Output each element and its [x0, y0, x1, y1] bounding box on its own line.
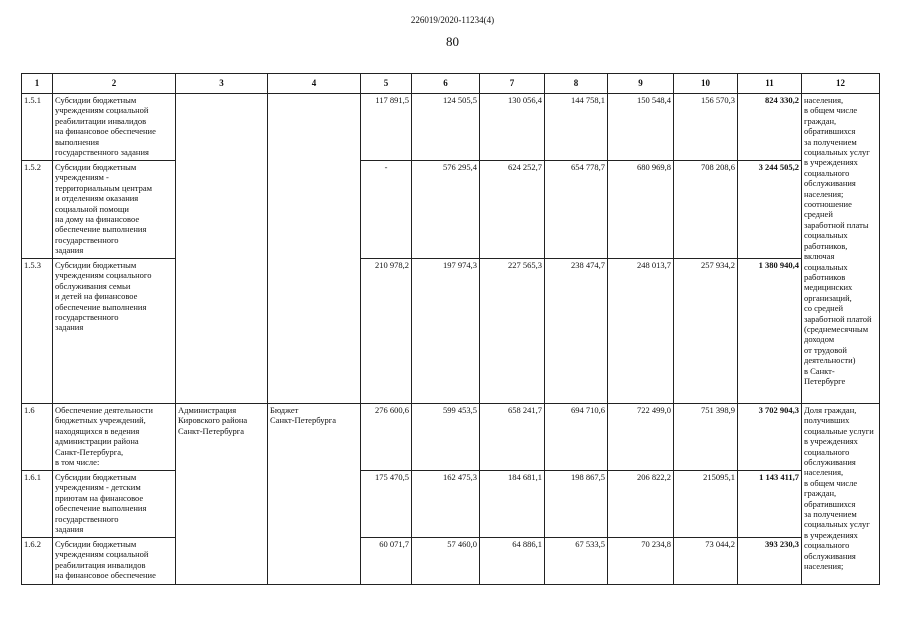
- value-cell: 197 974,3: [412, 259, 480, 404]
- value-cell: 144 758,1: [545, 94, 608, 161]
- column-header: 4: [268, 74, 361, 94]
- column-header: 1: [22, 74, 53, 94]
- column-header: 8: [545, 74, 608, 94]
- total-cell: 3 244 505,2: [738, 161, 802, 259]
- row-id: 1.6.2: [22, 538, 53, 585]
- table-row: [22, 538, 880, 585]
- row-name: Субсидии бюджетным учреждениям - территориальным центрам и отделениям оказания социальной помощи на дому на финансовое обеспечение выполнения государственного задания: [53, 161, 176, 259]
- column-header: 9: [608, 74, 674, 94]
- value-cell: 175 470,5: [361, 471, 412, 538]
- table-row: [22, 404, 880, 471]
- value-cell: 198 867,5: [545, 471, 608, 538]
- value-cell: 576 295,4: [412, 161, 480, 259]
- row-name: Субсидии бюджетным учреждениям социальной реабилитации инвалидов на финансовое обеспечение выполнения государственного задания: [53, 94, 176, 161]
- value-cell: 694 710,6: [545, 404, 608, 471]
- value-cell: 206 822,2: [608, 471, 674, 538]
- value-cell: 67 533,5: [545, 538, 608, 585]
- column-header: 11: [738, 74, 802, 94]
- value-cell: 624 252,7: [480, 161, 545, 259]
- funding-source-cell: [268, 94, 361, 404]
- value-cell: 276 600,6: [361, 404, 412, 471]
- value-cell: 156 570,3: [674, 94, 738, 161]
- value-cell: 60 071,7: [361, 538, 412, 585]
- data-table: [21, 73, 880, 585]
- header-row: [22, 74, 880, 94]
- page-number: 80: [446, 34, 459, 49]
- executor-cell: [176, 94, 268, 404]
- value-cell: 130 056,4: [480, 94, 545, 161]
- value-cell: 654 778,7: [545, 161, 608, 259]
- value-cell: 73 044,2: [674, 538, 738, 585]
- value-cell: 248 013,7: [608, 259, 674, 404]
- value-cell: 708 208,6: [674, 161, 738, 259]
- value-cell: 162 475,3: [412, 471, 480, 538]
- total-cell: 393 230,3: [738, 538, 802, 585]
- document-number: 226019/2020-11234(4): [410, 15, 495, 25]
- indicator-cell: Доля граждан, получивших социальные услуги в учреждениях социального обслуживания населения, в общем числе граждан, обратившихся за получением социальных услуг в учреждениях социального обслуживания населения;: [802, 404, 880, 585]
- row-id: 1.5.2: [22, 161, 53, 259]
- total-cell: 3 702 904,3: [738, 404, 802, 471]
- row-name: Субсидии бюджетным учреждениям социального обслуживания семьи и детей на финансовое обеспечение выполнения государственного задания: [53, 259, 176, 404]
- executor-cell: Администрация Кировского района Санкт-Петербурга: [176, 404, 268, 585]
- column-header: 7: [480, 74, 545, 94]
- value-cell: -: [361, 161, 412, 259]
- value-cell: 599 453,5: [412, 404, 480, 471]
- value-cell: 722 499,0: [608, 404, 674, 471]
- value-cell: 227 565,3: [480, 259, 545, 404]
- total-cell: 1 380 940,4: [738, 259, 802, 404]
- value-cell: 658 241,7: [480, 404, 545, 471]
- value-cell: 257 934,2: [674, 259, 738, 404]
- row-id: 1.5.1: [22, 94, 53, 161]
- value-cell: 680 969,8: [608, 161, 674, 259]
- value-cell: 150 548,4: [608, 94, 674, 161]
- row-id: 1.5.3: [22, 259, 53, 404]
- value-cell: 215095,1: [674, 471, 738, 538]
- row-name: Субсидии бюджетным учреждениям - детским приютам на финансовое обеспечение выполнения государственного задания: [53, 471, 176, 538]
- total-cell: 824 330,2: [738, 94, 802, 161]
- value-cell: 184 681,1: [480, 471, 545, 538]
- value-cell: 751 398,9: [674, 404, 738, 471]
- row-name: Субсидии бюджетным учреждениям социальной реабилитация инвалидов на финансовое обеспечение: [53, 538, 176, 585]
- value-cell: 64 886,1: [480, 538, 545, 585]
- table-row: [22, 161, 880, 259]
- column-header: 5: [361, 74, 412, 94]
- value-cell: 70 234,8: [608, 538, 674, 585]
- column-header: 3: [176, 74, 268, 94]
- row-id: 1.6.1: [22, 471, 53, 538]
- funding-source-cell: Бюджет Санкт-Петербурга: [268, 404, 361, 585]
- column-header: 10: [674, 74, 738, 94]
- total-cell: 1 143 411,7: [738, 471, 802, 538]
- value-cell: 238 474,7: [545, 259, 608, 404]
- table-row: [22, 259, 880, 404]
- value-cell: 117 891,5: [361, 94, 412, 161]
- column-header: 2: [53, 74, 176, 94]
- row-id: 1.6: [22, 404, 53, 471]
- value-cell: 57 460,0: [412, 538, 480, 585]
- indicator-cell: населения, в общем числе граждан, обратившихся за получением социальных услуг в учреждениях социального обслуживания населения; соотношение средней заработной платы социальных работников, включая социальных работников медицинских организаций, со средней заработной платой (среднемесячным доходом от трудовой деятельности) в Санкт- Петербурге: [802, 94, 880, 404]
- value-cell: 210 978,2: [361, 259, 412, 404]
- row-name: Обеспечение деятельности бюджетных учреждений, находящихся в ведения администрации района Санкт-Петербурга, в том числе:: [53, 404, 176, 471]
- column-header: 6: [412, 74, 480, 94]
- value-cell: 124 505,5: [412, 94, 480, 161]
- table-row: [22, 94, 880, 161]
- column-header: 12: [802, 74, 880, 94]
- table-row: [22, 471, 880, 538]
